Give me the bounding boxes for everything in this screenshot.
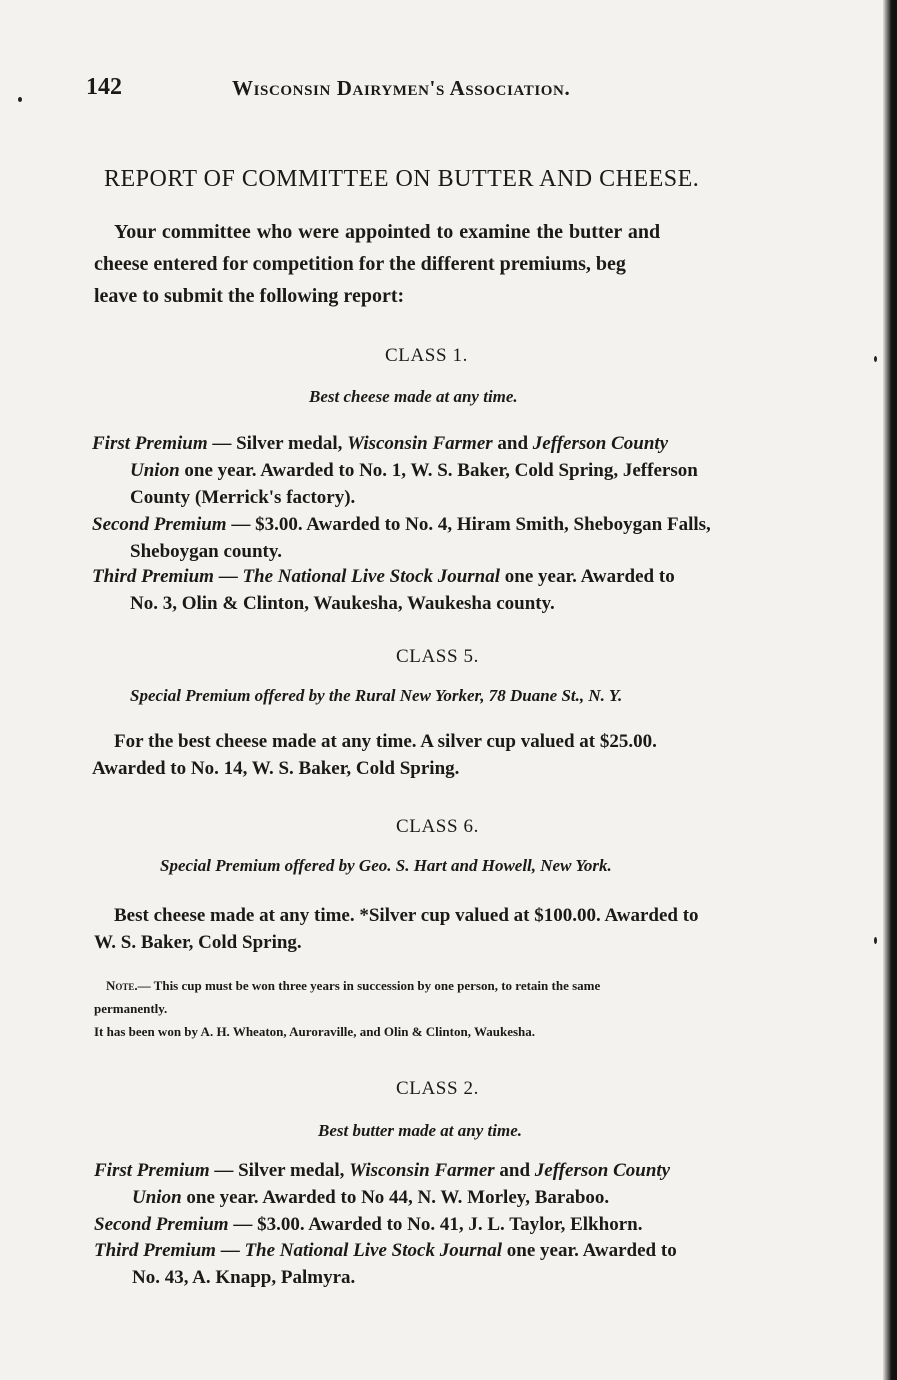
- publication-name: Union: [132, 1187, 182, 1208]
- class-6-line-2: W. S. Baker, Cold Spring.: [94, 932, 302, 953]
- class-1-second-line-2: Sheboygan county.: [130, 541, 283, 562]
- class-2-third-line-1: Third Premium — The National Live Stock Journal one year. Awarded to: [94, 1240, 677, 1261]
- publication-name: Jefferson County: [532, 433, 669, 454]
- class-5-subtitle: Special Premium offered by the Rural New Yorker, 78 Duane St., N. Y.: [130, 686, 623, 705]
- publication-name: Union: [130, 460, 180, 481]
- book-spine-shadow: [883, 0, 897, 1380]
- footnote-line-2: permanently.: [94, 1001, 168, 1016]
- publication-name: The National Live Stock Journal: [242, 566, 501, 587]
- scan-speck: [874, 356, 877, 362]
- class-1-subtitle: Best cheese made at any time.: [309, 387, 518, 406]
- first-premium-label: First Premium: [94, 1160, 210, 1181]
- class-1-heading: CLASS 1.: [385, 345, 468, 366]
- class-1-third-line-2: No. 3, Olin & Clinton, Waukesha, Waukesha county.: [130, 593, 555, 614]
- class-2-third-line-2: No. 43, A. Knapp, Palmyra.: [132, 1267, 356, 1288]
- footnote-line-1: Note.— This cup must be won three years in succession by one person, to retain the same: [106, 978, 601, 993]
- class-2-heading: CLASS 2.: [396, 1078, 479, 1099]
- class-2-subtitle: Best butter made at any time.: [318, 1121, 522, 1140]
- scan-speck: [874, 937, 877, 944]
- intro-line-1: Your committee who were appointed to examine the butter and: [114, 221, 661, 243]
- scan-speck: [18, 97, 22, 102]
- page-number: 142: [86, 74, 122, 100]
- class-6-line-1: Best cheese made at any time. *Silver cup valued at $100.00. Awarded to: [114, 905, 699, 926]
- note-label: Note.: [106, 978, 138, 993]
- publication-name: Wisconsin Farmer: [347, 433, 493, 454]
- class-5-line-2: Awarded to No. 14, W. S. Baker, Cold Spring.: [92, 758, 460, 779]
- publication-name: Wisconsin Farmer: [349, 1160, 495, 1181]
- running-header: Wisconsin Dairymen's Association.: [232, 76, 571, 100]
- footnote-line-3: It has been won by A. H. Wheaton, Auroraville, and Olin & Clinton, Waukesha.: [94, 1024, 536, 1039]
- third-premium-label: Third Premium: [94, 1240, 216, 1261]
- first-premium-label: First Premium: [92, 433, 208, 454]
- intro-line-3: leave to submit the following report:: [94, 285, 405, 307]
- class-2-second-line-1: Second Premium — $3.00. Awarded to No. 41, J. L. Taylor, Elkhorn.: [94, 1214, 643, 1235]
- second-premium-label: Second Premium: [92, 514, 227, 535]
- class-1-first-line-3: County (Merrick's factory).: [130, 487, 356, 508]
- class-5-line-1: For the best cheese made at any time. A silver cup valued at $25.00.: [114, 731, 657, 752]
- report-title: REPORT OF COMMITTEE ON BUTTER AND CHEESE.: [104, 166, 700, 192]
- publication-name: Jefferson County: [534, 1160, 671, 1181]
- class-1-first-line-2: Union one year. Awarded to No. 1, W. S. Baker, Cold Spring, Jefferson: [130, 460, 698, 481]
- class-1-third-line-1: Third Premium — The National Live Stock Journal one year. Awarded to: [92, 566, 675, 587]
- class-1-second-line-1: Second Premium — $3.00. Awarded to No. 4, Hiram Smith, Sheboygan Falls,: [92, 514, 711, 535]
- class-2-first-line-2: Union one year. Awarded to No 44, N. W. Morley, Baraboo.: [132, 1187, 610, 1208]
- class-2-first-line-1: First Premium — Silver medal, Wisconsin Farmer and Jefferson County: [94, 1160, 671, 1181]
- second-premium-label: Second Premium: [94, 1214, 229, 1235]
- third-premium-label: Third Premium: [92, 566, 214, 587]
- class-1-first-line-1: First Premium — Silver medal, Wisconsin Farmer and Jefferson County: [92, 433, 669, 454]
- class-6-subtitle: Special Premium offered by Geo. S. Hart and Howell, New York.: [160, 856, 612, 875]
- class-5-heading: CLASS 5.: [396, 646, 479, 667]
- intro-line-2: cheese entered for competition for the different premiums, beg: [94, 253, 626, 275]
- class-6-heading: CLASS 6.: [396, 816, 479, 837]
- publication-name: The National Live Stock Journal: [244, 1240, 503, 1261]
